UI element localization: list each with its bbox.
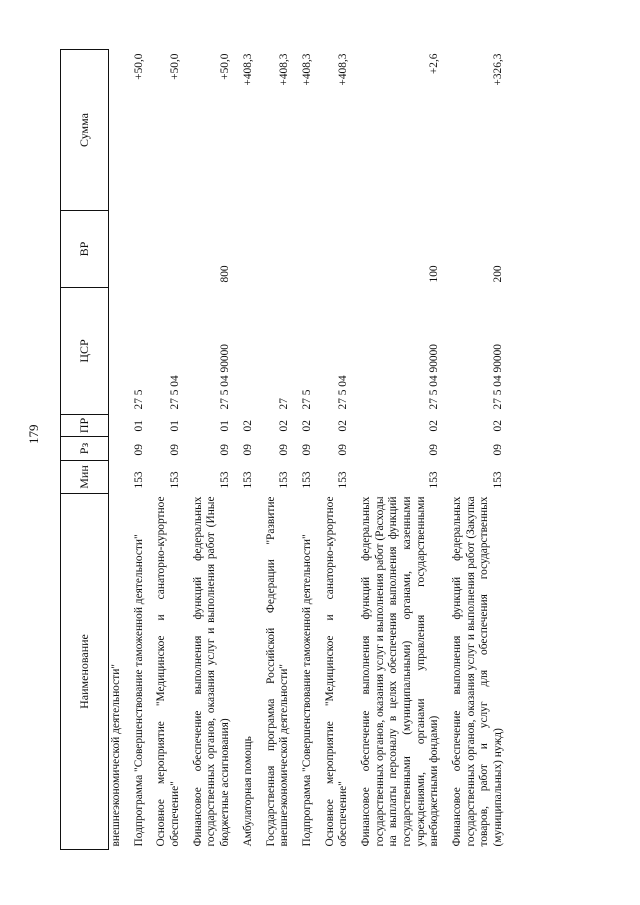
cell-name: Основное мероприятие "Медицинское и санаторно-курортное обеспечение" <box>155 496 182 847</box>
header-pr: ПР <box>61 415 109 437</box>
table-row <box>317 50 353 850</box>
table-row <box>235 50 258 850</box>
cell-csr: 27 5 04 90000 <box>219 344 232 410</box>
cell-csr: 27 5 04 <box>169 375 182 410</box>
cell-name: Финансовое обеспечение выполнения функций федеральных государственных органов, оказания услуг и выполнения работ (Иные бюджетные ассигнования) <box>191 496 232 847</box>
budget-table <box>60 49 508 850</box>
header-rz: Рз <box>61 437 109 461</box>
cell-rz: 09 <box>300 444 313 456</box>
cell-csr: 27 <box>278 398 291 410</box>
cell-rz: 09 <box>337 444 350 456</box>
cell-name: внешнеэкономической деятельности" <box>110 664 122 847</box>
table-row <box>294 50 317 850</box>
cell-name: Амбулаторная помощь <box>241 736 254 847</box>
cell-pr: 02 <box>492 420 505 432</box>
cell-sum: +408,3 <box>337 53 350 86</box>
cell-vr <box>235 211 258 288</box>
cell-min: 153 <box>300 471 313 489</box>
page-number: 179 <box>26 424 41 444</box>
cell-pr: 02 <box>278 420 291 432</box>
cell-sum: +50,0 <box>132 53 145 80</box>
cell-name: Государственная программа Российской Федерации "Развитие внешнеэкономической деятельности" <box>264 496 291 847</box>
cell-vr: 100 <box>428 265 441 283</box>
header-csr: ЦСР <box>61 288 109 415</box>
cell-vr <box>317 211 353 288</box>
cell-rz: 09 <box>278 444 291 456</box>
cell-sum <box>109 50 126 211</box>
table-row <box>148 50 184 850</box>
cell-csr: 27 5 04 90000 <box>428 344 441 410</box>
cell-rz: 09 <box>492 444 505 456</box>
cell-pr: 02 <box>428 420 441 432</box>
table-header-row <box>61 50 109 850</box>
table-row <box>444 50 508 850</box>
cell-vr <box>109 211 126 288</box>
cell-rz: 09 <box>169 444 182 456</box>
cell-min: 153 <box>492 471 505 489</box>
cell-csr: 27 5 04 <box>337 375 350 410</box>
rotated-table-container <box>60 50 586 850</box>
cell-csr <box>235 288 258 415</box>
cell-name: Финансовое обеспечение выполнения функций федеральных государственных органов, оказания услуг и выполнения работ (Закупка товаров, работ и услуг для обеспечения государственных (муниципальных) нужд) <box>451 496 505 847</box>
cell-rz <box>109 437 126 461</box>
cell-vr: 800 <box>219 265 232 283</box>
cell-min: 153 <box>241 471 254 489</box>
cell-sum: +50,0 <box>219 53 232 80</box>
cell-pr: 01 <box>169 420 182 432</box>
cell-pr: 01 <box>132 420 145 432</box>
cell-min: 153 <box>278 471 291 489</box>
cell-pr <box>109 415 126 437</box>
cell-pr: 02 <box>300 420 313 432</box>
cell-rz: 09 <box>241 444 254 456</box>
cell-pr: 02 <box>337 420 350 432</box>
cell-sum: +408,3 <box>300 53 313 86</box>
cell-min <box>109 461 126 494</box>
table-row <box>109 50 126 850</box>
cell-pr: 02 <box>241 420 254 432</box>
cell-min: 153 <box>428 471 441 489</box>
cell-vr <box>294 211 317 288</box>
table-row <box>185 50 235 850</box>
cell-csr: 27 5 <box>132 389 145 410</box>
cell-min: 153 <box>132 471 145 489</box>
table-row <box>353 50 444 850</box>
table-row <box>258 50 294 850</box>
cell-name: Финансовое обеспечение выполнения функций федеральных государственных органов, оказания услуг и выполнения работ (Расходы на выплаты персоналу в целях обеспечения выполнения функций государственными (муниципальными) органами, казенными учреждениями, органами управления государственными внебюджетными фондами) <box>359 496 441 847</box>
table-row <box>126 50 149 850</box>
cell-sum: +2,6 <box>428 53 441 75</box>
header-min: Мин <box>61 461 109 494</box>
cell-csr: 27 5 04 90000 <box>492 344 505 410</box>
cell-min: 153 <box>337 471 350 489</box>
cell-name: Подпрограмма "Совершенствование таможенной деятельности" <box>132 534 145 847</box>
cell-name: Подпрограмма "Совершенствование таможенной деятельности" <box>300 534 313 847</box>
cell-min: 153 <box>219 471 232 489</box>
header-vr: ВР <box>61 211 109 288</box>
cell-min: 153 <box>169 471 182 489</box>
cell-sum: +326,3 <box>492 53 505 86</box>
cell-csr <box>109 288 126 415</box>
cell-name: Основное мероприятие "Медицинское и санаторно-курортное обеспечение" <box>323 496 350 847</box>
cell-sum: +50,0 <box>169 53 182 80</box>
cell-sum: +408,3 <box>241 53 254 86</box>
cell-rz: 09 <box>219 444 232 456</box>
cell-vr <box>126 211 149 288</box>
cell-vr <box>258 211 294 288</box>
cell-sum: +408,3 <box>278 53 291 86</box>
header-sum: Сумма <box>61 50 109 211</box>
cell-pr: 01 <box>219 420 232 432</box>
cell-rz: 09 <box>132 444 145 456</box>
cell-vr: 200 <box>492 265 505 283</box>
cell-rz: 09 <box>428 444 441 456</box>
cell-vr <box>148 211 184 288</box>
header-name: Наименование <box>61 494 109 850</box>
cell-csr: 27 5 <box>300 389 313 410</box>
